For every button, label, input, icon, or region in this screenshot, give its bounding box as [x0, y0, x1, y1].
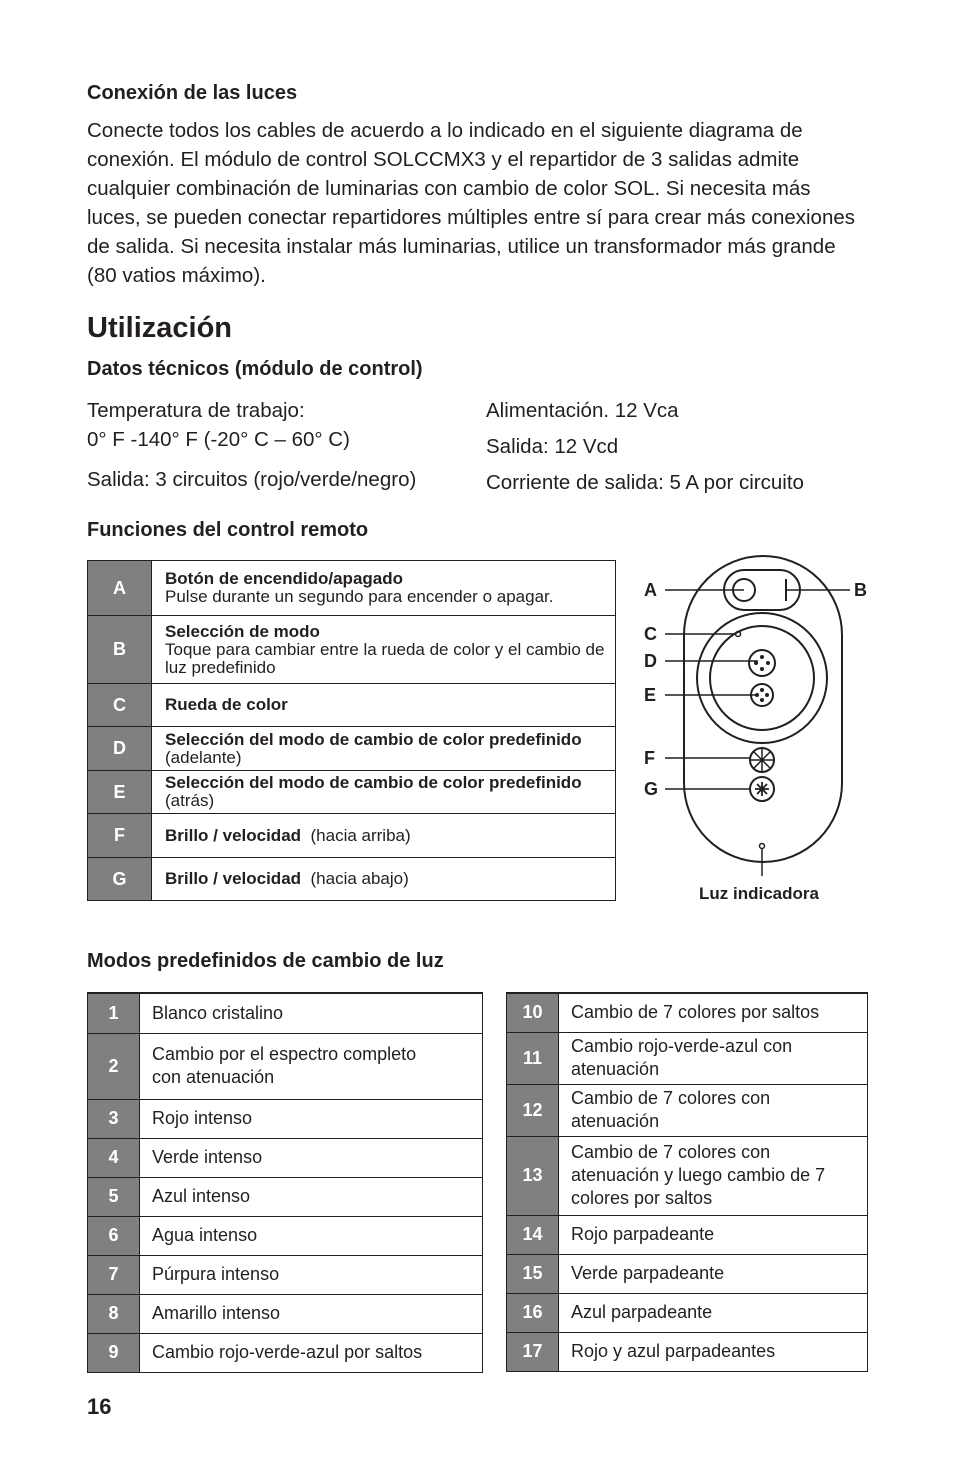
mode-name: Rojo parpadeante	[559, 1215, 868, 1254]
mode-name: Rojo intenso	[140, 1099, 483, 1138]
label-g: G	[644, 779, 659, 799]
table-row	[88, 684, 616, 727]
mode-number: 6	[88, 1216, 140, 1255]
function-title: Selección de modo	[165, 621, 320, 641]
mode-number: 1	[88, 993, 140, 1033]
table-row	[88, 814, 616, 858]
table-row	[507, 1215, 868, 1254]
mode-name: Amarillo intenso	[140, 1294, 483, 1333]
function-description	[152, 684, 616, 727]
label-a: A	[644, 580, 657, 600]
connection-heading: Conexión de las luces	[87, 82, 298, 104]
function-title: Selección del modo de cambio de color predefinido	[165, 729, 582, 749]
mode-number: 3	[88, 1099, 140, 1138]
function-note: (hacia abajo)	[310, 869, 409, 888]
indicator-light	[760, 844, 765, 849]
table-row	[88, 1216, 483, 1255]
table-row	[507, 1032, 868, 1084]
color-wheel-inner	[710, 626, 814, 730]
mode-number: 12	[507, 1084, 559, 1136]
indicator-light-label: Luz indicadora	[699, 884, 819, 903]
paragraph-line: de salida. Si necesita instalar más luminarias, utilice un transformador más grande	[87, 235, 836, 258]
mode-number: 16	[507, 1293, 559, 1332]
label-c: C	[644, 624, 657, 644]
function-key: D	[88, 727, 152, 771]
temp-value: 0° F -140° F (-20° C – 60° C)	[87, 428, 350, 451]
table-row	[88, 1138, 483, 1177]
mode-number: 14	[507, 1215, 559, 1254]
mode-number: 7	[88, 1255, 140, 1294]
function-key: G	[88, 858, 152, 901]
mode-name: Cambio de 7 colores con atenuación	[559, 1084, 868, 1136]
function-note: (hacia arriba)	[310, 825, 411, 845]
modes-heading: Modos predefinidos de cambio de luz	[87, 950, 444, 972]
label-f: F	[644, 748, 655, 768]
function-key: C	[88, 684, 152, 727]
table-row	[88, 1099, 483, 1138]
function-key: E	[88, 771, 152, 814]
table-row	[88, 1255, 483, 1294]
mode-name: Cambio de 7 colores por saltos	[559, 993, 868, 1032]
color-wheel	[697, 613, 827, 743]
function-title: Brillo / velocidad	[165, 825, 302, 845]
mode-name: Cambio rojo-verde-azul con atenuación	[559, 1032, 868, 1084]
function-description	[152, 858, 616, 901]
paragraph-line: conexión. El módulo de control SOLCCMX3 y el repartidor de 3 salidas admite	[87, 148, 800, 171]
mode-number: 15	[507, 1254, 559, 1293]
label-b: B	[854, 580, 867, 600]
function-key: B	[88, 616, 152, 684]
mode-number: 4	[88, 1138, 140, 1177]
forward-button-icon	[749, 650, 775, 676]
tech-output-current: Corriente de salida: 5 A por circuito	[486, 471, 804, 494]
mode-number: 5	[88, 1177, 140, 1216]
paragraph-line: Conecte todos los cables de acuerdo a lo indicado en el siguiente diagrama de	[87, 119, 803, 142]
table-row	[88, 993, 483, 1033]
mode-name: Blanco cristalino	[140, 993, 483, 1033]
table-row	[88, 1333, 483, 1372]
modes-table-left	[87, 992, 483, 1373]
table-row	[88, 1033, 483, 1099]
table-row	[88, 1294, 483, 1333]
remote-heading: Funciones del control remoto	[87, 519, 369, 541]
function-note: (adelante)	[165, 747, 242, 767]
temp-label: Temperatura de trabajo:	[87, 399, 305, 422]
mode-name: Azul intenso	[140, 1177, 483, 1216]
mode-name: Cambio por el espectro completo con atenuación	[140, 1033, 483, 1099]
section-title: Utilización	[87, 312, 233, 344]
function-note: (atrás)	[165, 791, 215, 810]
table-row	[507, 1136, 868, 1215]
label-d: D	[644, 651, 657, 671]
table-row	[507, 993, 868, 1032]
label-e: E	[644, 685, 657, 705]
function-key: A	[88, 561, 152, 616]
mode-name: Rojo y azul parpadeantes	[559, 1332, 868, 1371]
mode-name: Verde parpadeante	[559, 1254, 868, 1293]
function-title: Selección del modo de cambio de color predefinido	[165, 773, 582, 792]
function-sub: Pulse durante un segundo para encender o apagar.	[165, 587, 554, 606]
paragraph-line: luces, se pueden conectar repartidores múltiples entre sí para crear más conexiones	[87, 206, 856, 229]
function-sub: Toque para cambiar entre la rueda de color y el cambio de luz predefinido	[165, 639, 605, 677]
function-key: F	[88, 814, 152, 858]
table-row	[88, 616, 616, 684]
paragraph-line: cualquier combinación de luminarias con cambio de color SOL. Si necesita más	[87, 177, 811, 200]
table-row	[88, 561, 616, 616]
function-title: Brillo / velocidad	[165, 869, 302, 888]
mode-number: 8	[88, 1294, 140, 1333]
mode-name: Azul parpadeante	[559, 1293, 868, 1332]
mode-name: Cambio rojo-verde-azul por saltos	[140, 1333, 483, 1372]
function-description	[152, 616, 616, 684]
table-row	[507, 1254, 868, 1293]
mode-number: 17	[507, 1332, 559, 1371]
remote-functions-table	[87, 560, 616, 901]
modes-table-right	[506, 992, 868, 1372]
mode-number: 10	[507, 993, 559, 1032]
function-description	[152, 727, 616, 771]
table-row	[88, 858, 616, 901]
mode-number: 2	[88, 1033, 140, 1099]
paragraph-line: (80 vatios máximo).	[87, 264, 266, 287]
table-row	[88, 1177, 483, 1216]
color-wheel-pointer	[736, 632, 741, 637]
function-description	[152, 771, 616, 814]
function-title: Botón de encendido/apagado	[165, 569, 404, 588]
table-row	[88, 771, 616, 814]
tech-output-voltage: Salida: 12 Vcd	[486, 435, 619, 458]
mode-number: 13	[507, 1136, 559, 1215]
function-description	[152, 814, 616, 858]
table-row	[507, 1293, 868, 1332]
remote-diagram	[630, 548, 880, 918]
tech-output-circuits: Salida: 3 circuitos (rojo/verde/negro)	[87, 468, 417, 491]
mode-number: 11	[507, 1032, 559, 1084]
tech-power: Alimentación. 12 Vca	[486, 399, 679, 422]
function-description	[152, 561, 616, 616]
tech-left	[87, 396, 416, 494]
mode-name: Cambio de 7 colores con atenuación y luego cambio de 7 colores por saltos	[559, 1136, 868, 1215]
connection-paragraph	[87, 116, 887, 290]
mode-number: 9	[88, 1333, 140, 1372]
mode-name: Agua intenso	[140, 1216, 483, 1255]
function-title: Rueda de color	[165, 695, 288, 714]
mode-name: Verde intenso	[140, 1138, 483, 1177]
mode-name: Púrpura intenso	[140, 1255, 483, 1294]
tech-right	[486, 393, 804, 501]
table-row	[88, 727, 616, 771]
page-number: 16	[87, 1394, 112, 1419]
table-row	[507, 1332, 868, 1371]
tech-heading: Datos técnicos (módulo de control)	[87, 358, 423, 380]
table-row	[507, 1084, 868, 1136]
